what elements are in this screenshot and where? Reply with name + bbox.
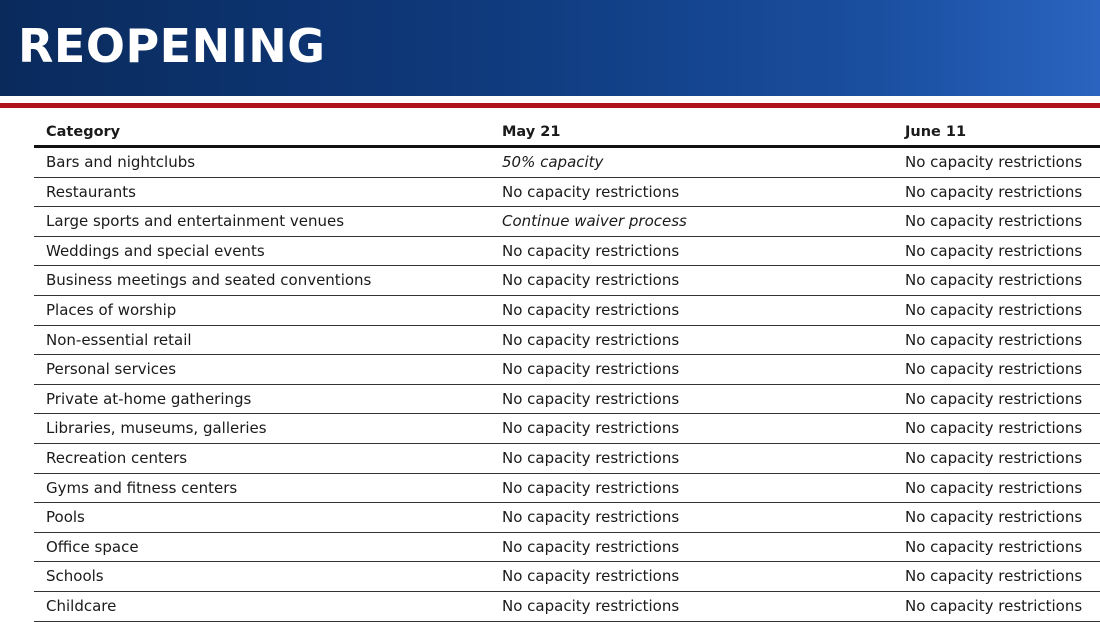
category-cell: Gyms and fitness centers bbox=[46, 478, 238, 497]
table-row bbox=[34, 237, 1100, 267]
may-21-cell: No capacity restrictions bbox=[502, 271, 680, 290]
may-21-cell: No capacity restrictions bbox=[502, 330, 680, 349]
may-21-cell: No capacity restrictions bbox=[502, 389, 680, 408]
category-cell: Schools bbox=[46, 567, 104, 586]
may-21-cell: No capacity restrictions bbox=[502, 300, 680, 319]
table-row bbox=[34, 326, 1100, 356]
table-row bbox=[34, 385, 1100, 415]
table-row bbox=[34, 266, 1100, 296]
june-11-cell: No capacity restrictions bbox=[905, 153, 1083, 171]
table-row bbox=[34, 444, 1100, 474]
table-row bbox=[34, 533, 1100, 563]
table-row bbox=[34, 296, 1100, 326]
category-cell: Office space bbox=[46, 537, 139, 556]
june-11-cell: No capacity restrictions bbox=[905, 596, 1083, 615]
may-21-cell: No capacity restrictions bbox=[502, 596, 680, 615]
june-11-cell: No capacity restrictions bbox=[905, 389, 1083, 408]
june-11-cell: No capacity restrictions bbox=[905, 448, 1083, 467]
table-row bbox=[34, 148, 1100, 178]
page-title: REOPENING bbox=[18, 19, 326, 73]
table-row bbox=[34, 207, 1100, 237]
category-cell: Pools bbox=[46, 508, 85, 527]
may-21-cell: No capacity restrictions bbox=[502, 182, 680, 201]
may-21-cell: No capacity restrictions bbox=[502, 419, 680, 438]
category-cell: Business meetings and seated conventions bbox=[46, 271, 372, 290]
category-cell: Libraries, museums, galleries bbox=[46, 419, 267, 438]
june-11-cell: No capacity restrictions bbox=[905, 330, 1083, 349]
category-cell: Restaurants bbox=[46, 182, 136, 201]
category-cell: Recreation centers bbox=[46, 448, 188, 467]
june-11-cell: No capacity restrictions bbox=[905, 271, 1083, 290]
may-21-cell: No capacity restrictions bbox=[502, 360, 680, 379]
may-21-cell: No capacity restrictions bbox=[502, 567, 680, 586]
june-11-cell: No capacity restrictions bbox=[905, 478, 1083, 497]
may-21-cell: Continue waiver process bbox=[502, 212, 687, 231]
june-11-cell: No capacity restrictions bbox=[905, 419, 1083, 438]
table-row bbox=[34, 355, 1100, 385]
table-row bbox=[34, 592, 1100, 622]
table-row bbox=[34, 503, 1100, 533]
june-11-cell: No capacity restrictions bbox=[905, 241, 1083, 260]
category-cell: Large sports and entertainment venues bbox=[46, 212, 345, 231]
june-11-cell: No capacity restrictions bbox=[905, 182, 1083, 201]
column-header-may-21: May 21 bbox=[502, 124, 561, 140]
table-row bbox=[34, 178, 1100, 208]
category-cell: Places of worship bbox=[46, 300, 177, 319]
category-cell: Weddings and special events bbox=[46, 241, 265, 260]
column-header-category: Category bbox=[46, 124, 121, 140]
june-11-cell: No capacity restrictions bbox=[905, 360, 1083, 379]
may-21-cell: No capacity restrictions bbox=[502, 241, 680, 260]
divider-white-stripe bbox=[0, 96, 1100, 103]
may-21-cell: No capacity restrictions bbox=[502, 537, 680, 556]
category-cell: Childcare bbox=[46, 596, 117, 615]
title-banner bbox=[0, 0, 1100, 96]
column-header-june-11: June 11 bbox=[905, 124, 967, 140]
june-11-cell: No capacity restrictions bbox=[905, 212, 1083, 231]
may-21-cell: 50% capacity bbox=[502, 153, 604, 171]
category-cell: Private at-home gatherings bbox=[46, 389, 252, 408]
may-21-cell: No capacity restrictions bbox=[502, 508, 680, 527]
june-11-cell: No capacity restrictions bbox=[905, 300, 1083, 319]
category-cell: Non-essential retail bbox=[46, 330, 192, 349]
table-row bbox=[34, 414, 1100, 444]
may-21-cell: No capacity restrictions bbox=[502, 448, 680, 467]
table-header-row bbox=[34, 117, 1100, 148]
june-11-cell: No capacity restrictions bbox=[905, 508, 1083, 527]
category-cell: Bars and nightclubs bbox=[46, 153, 196, 171]
divider-red-stripe bbox=[0, 103, 1100, 108]
reopening-table bbox=[34, 117, 1100, 622]
june-11-cell: No capacity restrictions bbox=[905, 567, 1083, 586]
table-row bbox=[34, 562, 1100, 592]
table-body bbox=[34, 148, 1100, 622]
may-21-cell: No capacity restrictions bbox=[502, 478, 680, 497]
category-cell: Personal services bbox=[46, 360, 177, 379]
table-row bbox=[34, 474, 1100, 504]
june-11-cell: No capacity restrictions bbox=[905, 537, 1083, 556]
